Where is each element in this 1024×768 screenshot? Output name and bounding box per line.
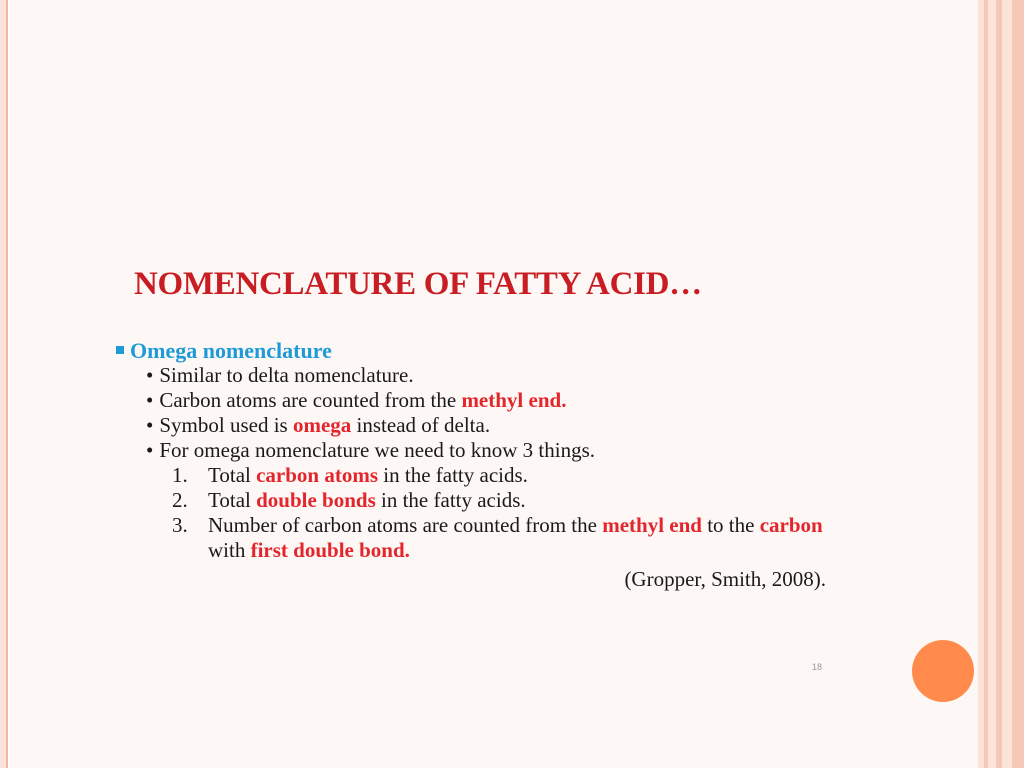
citation: (Gropper, Smith, 2008).: [624, 567, 826, 591]
orange-circle-decoration: [912, 640, 974, 702]
bullet-text: Symbol used is: [159, 413, 293, 437]
item-text: Number of carbon atoms are counted from the: [208, 513, 603, 537]
item-text: Total: [208, 463, 257, 487]
right-border-stripe-6: [1012, 0, 1024, 768]
item-number: 2.: [172, 488, 188, 512]
bullet-similar: [116, 363, 856, 388]
highlight-methyl-end: methyl end.: [461, 388, 567, 412]
right-border-stripe-5: [1002, 0, 1012, 768]
omega-heading: Omega nomenclature: [130, 338, 332, 363]
bullet-text: For omega nomenclature we need to know 3 things.: [159, 438, 596, 462]
bullet-dot-icon: •: [146, 413, 154, 437]
item-text: in the fatty acids.: [375, 488, 526, 512]
item-number: 1.: [172, 463, 188, 487]
item-text: with: [208, 538, 251, 562]
highlight-omega: omega: [292, 413, 352, 437]
item-text: to the: [701, 513, 760, 537]
bullet-dot-icon: •: [146, 388, 154, 412]
bullet-carbon-counted: [116, 388, 856, 413]
highlight-carbon-atoms: carbon atoms: [256, 463, 379, 487]
numbered-item-2: [116, 488, 856, 513]
highlight-double-bonds: double bonds: [256, 488, 376, 512]
item-body: [208, 463, 856, 488]
bullet-three-things: [116, 438, 856, 463]
highlight-carbon: carbon: [759, 513, 823, 537]
square-bullet-icon: [116, 346, 124, 354]
item-body: [208, 513, 856, 563]
bullet-dot-icon: •: [146, 363, 154, 387]
bullet-dot-icon: •: [146, 438, 154, 462]
item-body: [208, 488, 856, 513]
heading-bullet: [116, 338, 856, 363]
item-text: in the fatty acids.: [378, 463, 528, 487]
numbered-item-1: [116, 463, 856, 488]
numbered-item-3: [116, 513, 856, 563]
bullet-text: Carbon atoms are counted from the: [159, 388, 462, 412]
item-number: 3.: [172, 513, 188, 537]
bullet-text: Similar to delta nomenclature.: [159, 363, 414, 387]
item-text: Total: [208, 488, 257, 512]
slide-title: NOMENCLATURE OF FATTY ACID…: [134, 266, 702, 302]
slide-content: [116, 338, 856, 592]
highlight-first-double-bond: first double bond.: [250, 538, 410, 562]
highlight-methyl-end: methyl end: [602, 513, 702, 537]
left-border-line: [6, 0, 8, 768]
bullet-symbol: [116, 413, 856, 438]
page-number: 18: [812, 662, 823, 672]
bullet-text: instead of delta.: [351, 413, 491, 437]
right-border-stripe-3: [988, 0, 996, 768]
